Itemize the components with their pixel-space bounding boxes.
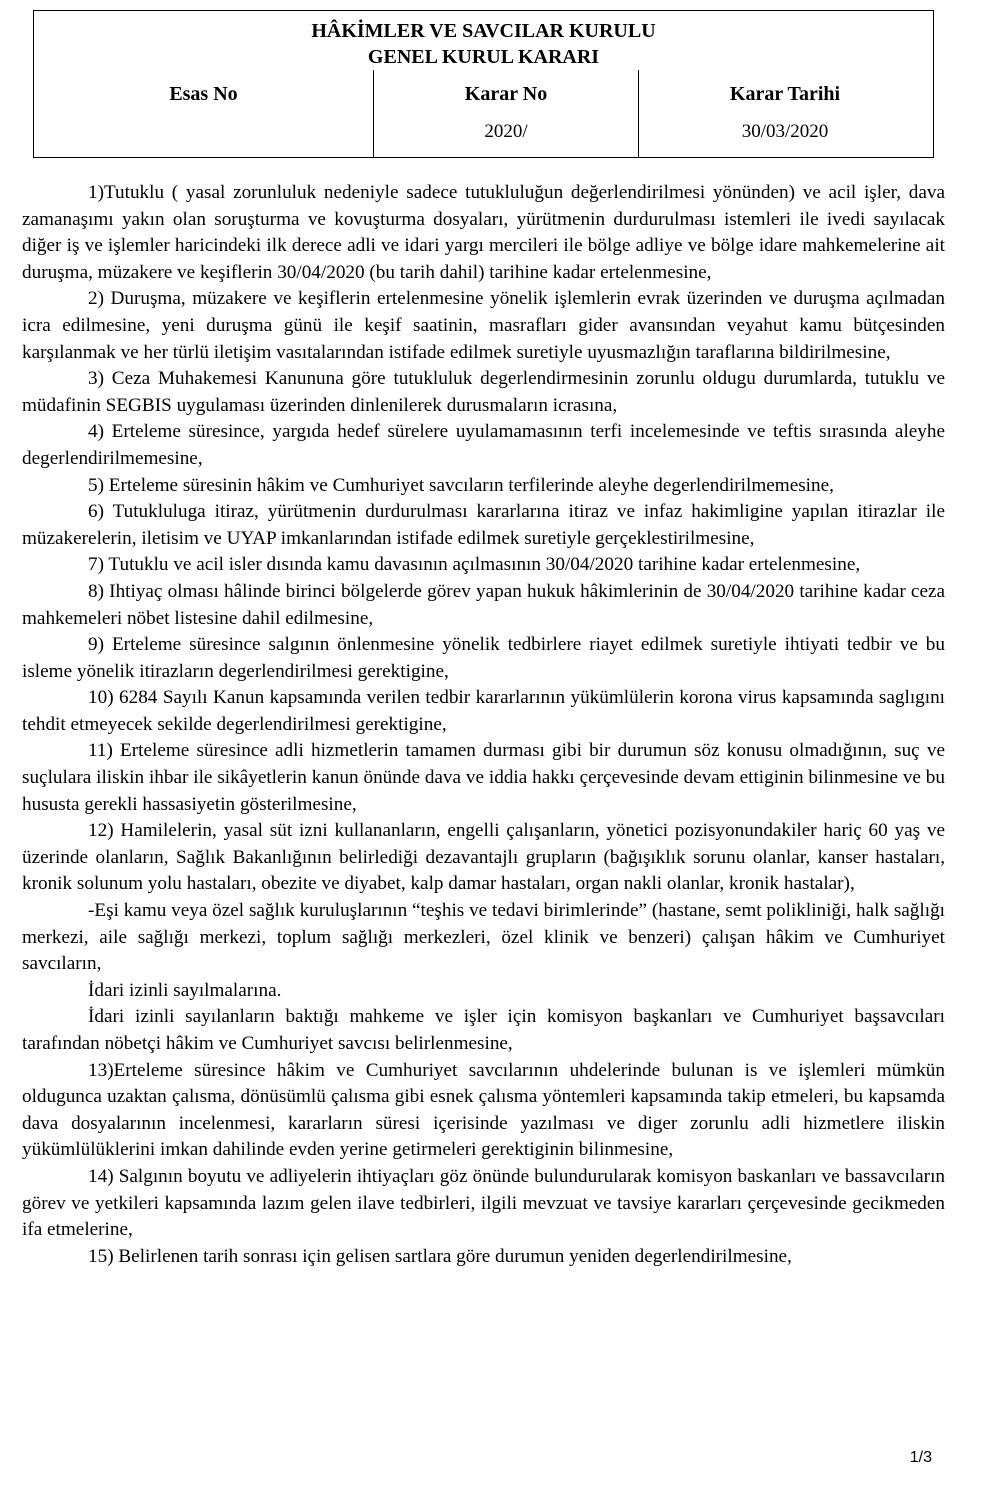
- karar-no-cell: [373, 70, 639, 157]
- paragraph-7: 7) Tutuklu ve acil isler dısında kamu davasının açılmasının 30/04/2020 tarihine kadar ertelenmesine,: [88, 554, 861, 576]
- paragraph-14: 14) Salgının boyutu ve adliyelerin ihtiyaçları göz önünde bulundurularak komisyon baskanları ve bassavcıların görev ve yetkileri kapsamında lazım gelen ilave tedbirleri, ilgili mevzuat ve tavsiye kararları çerçevesinde gecikmeden ifa etmelerine,: [22, 1165, 945, 1241]
- esas-no-cell: [34, 70, 373, 157]
- paragraph-12-duty-assignment: İdari izinli sayılanların baktığı mahkeme ve işler için komisyon başkanları ve Cumhuriyet başsavcıları tarafından nöbetçi hâkim ve Cumhuriyet savcısı belirlenmesine,: [22, 1006, 945, 1054]
- karar-no-label: Karar No: [464, 83, 548, 105]
- paragraph-10: 10) 6284 Sayılı Kanun kapsamında verilen tedbir kararlarının yükümlülerin korona virus kapsamında saglıgını tehdit etmeyecek sekilde degerlendirilmesi gerektigine,: [22, 687, 945, 735]
- paragraph-9: 9) Erteleme süresince salgının önlenmesine yönelik tedbirlere riayet edilmek suretiyle ihtiyati tedbir ve bu isleme yönelik itirazların degerlendirilmesi gerektigine,: [22, 634, 945, 682]
- header-box: [33, 10, 934, 158]
- decision-body: [22, 180, 945, 1270]
- paragraph-13: 13)Erteleme süresince hâkim ve Cumhuriyet savcılarının uhdelerinde bulunan is ve işlemleri mümkün oldugunca uzaktan çalısma, dönüsümlü çalısma gibi esnek çalısma yöntemleri kapsamında takip etmeleri, bu kapsamda dava dosyalarının incelenmesi, kararların süresi içerisinde yazılması ve diger zorunlu adli hizmetlere iliskin yükümlülüklerini imkan dahilinde evden yerine getirmeleri gerektiginin bilinmesine,: [22, 1059, 945, 1161]
- paragraph-3: 3) Ceza Muhakemesi Kanununa göre tutukluluk degerlendirmesinin zorunlu oldugu durumlarda, tutuklu ve müdafinin SEGBIS uygulaması üzerinden dinlenilerek durusmaların icrasına,: [22, 368, 945, 416]
- council-title: HÂKİMLER VE SAVCILAR KURULU: [311, 20, 656, 42]
- decision-title: GENEL KURUL KARARI: [367, 46, 600, 68]
- paragraph-2: 2) Duruşma, müzakere ve keşiflerin ertelenmesine yönelik işlemlerin evrak üzerinden ve duruşma açılmadan icra edilmesine, yeni duruşma günü ile keşif saatinin, masrafları gider avansından veyahut kamu bütçesinden karşılanmak ve her türlü iletişim vasıtalarından istifade edilmek suretiyle uyusmazlığın taraflarına bildirilmesine,: [22, 288, 945, 363]
- karar-tarihi-label: Karar Tarihi: [729, 83, 841, 105]
- paragraph-12: 12) Hamilelerin, yasal süt izni kullananların, engelli çalışanların, yönetici pozisyonundakiler hariç 60 yaş ve üzerinde olanların, Sağlık Bakanlığının belirlediği dezavantajlı grupların (bağışıklık sorunu olanlar, kanser hastaları, kronik solunum yolu hastaları, obezite ve diyabet, kalp damar hastaları, organ nakli olanlar, kronik hastalar),: [22, 820, 945, 895]
- paragraph-11: 11) Erteleme süresince adli hizmetlerin tamamen durması gibi bir durumun söz konusu olmadığının, suç ve suçlulara iliskin ihbar ile sikâyetlerin kanun önünde dava ve iddia hakkı çerçevesinde devam ettiginin bilinmesine ve bu hususta gerekli hassasiyetin gösterilmesine,: [22, 740, 945, 815]
- karar-no-value: 2020/: [484, 121, 528, 142]
- paragraph-15: 15) Belirlenen tarih sonrası için gelisen sartlara göre durumun yeniden degerlendirilmesine,: [88, 1245, 792, 1267]
- paragraph-12-admin-leave: İdari izinli sayılmalarına.: [88, 979, 282, 1001]
- karar-tarihi-cell: [637, 70, 933, 157]
- karar-tarihi-value: 30/03/2020: [741, 121, 829, 142]
- paragraph-6: 6) Tutukluluga itiraz, yürütmenin durdurulması kararlarına itiraz ve infaz hakimligine yapılan itirazlar ile müzakerelerin, iletisim ve UYAP imkanlarından istifade edilmek suretiyle gerçeklestirilmesine,: [22, 501, 945, 549]
- paragraph-8: 8) Ihtiyaç olması hâlinde birinci bölgelerde görev yapan hukuk hâkimlerinin de 30/04/2020 tarihine kadar ceza mahkemeleri nöbet listesine dahil edilmesine,: [22, 580, 945, 629]
- paragraph-12-spouse: -Eşi kamu veya özel sağlık kuruluşlarının “teşhis ve tedavi birimlerinde” (hastane, semt polikliniği, halk sağlığı merkezi, aile sağlığı merkezi, toplum sağlığı merkezleri, özel klinik ve benzeri) çalışan hâkim ve Cumhuriyet savcıların,: [22, 900, 945, 975]
- paragraph-5: 5) Erteleme süresinin hâkim ve Cumhuriyet savcıların terfilerinde aleyhe degerlendirilmemesine,: [88, 474, 834, 496]
- page-number: 1/3: [909, 1449, 932, 1466]
- paragraph-1: 1)Tutuklu ( yasal zorunluluk nedeniyle sadece tutukluluğun değerlendirilmesi yönünden) ve acil işler, dava zamanaşımı yakın olan soruşturma ve kovuşturma dosyaları, yürütmenin durdurulması istemleri ile ivedi sayılacak diğer iş ve işlemler haricindeki ilk derece adli ve idari yargı mercileri ile bölge adliye ve bölge idare mahkemelerine ait duruşma, müzakere ve keşiflerin 30/04/2020 (bu tarih dahil) tarihine kadar ertelenmesine,: [22, 182, 945, 283]
- esas-no-label: Esas No: [169, 83, 238, 105]
- paragraph-4: 4) Erteleme süresince, yargıda hedef sürelere uyulamamasının terfi incelemesinde ve teftis sırasında aleyhe degerlendirilmemesine,: [22, 421, 945, 469]
- header-row: [34, 70, 933, 159]
